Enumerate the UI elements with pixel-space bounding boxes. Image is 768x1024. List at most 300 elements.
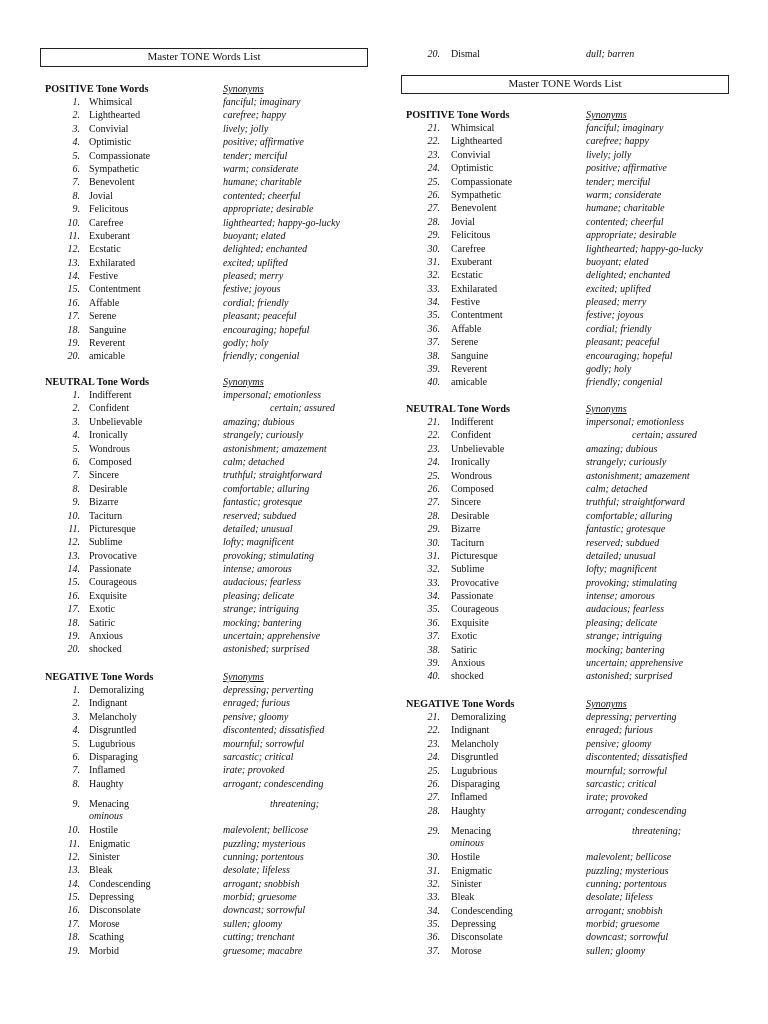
synonyms: appropriate; desirable xyxy=(223,204,314,216)
word-row xyxy=(40,203,380,216)
word-row xyxy=(40,190,380,203)
synonyms: cunning; portentous xyxy=(586,878,667,890)
word-row xyxy=(401,945,731,958)
word-row xyxy=(40,878,380,891)
item-number: 2. xyxy=(72,698,80,710)
word-row xyxy=(401,269,731,282)
tone-word: Wondrous xyxy=(451,470,492,482)
synonyms: dull; barren xyxy=(586,49,635,60)
item-number: 25. xyxy=(427,176,440,188)
tone-word: Exotic xyxy=(89,604,116,616)
item-number: 20. xyxy=(67,351,80,363)
word-row xyxy=(40,778,380,791)
synonyms: downcast; sorrowful xyxy=(586,932,669,944)
word-row xyxy=(401,296,731,309)
item-number: 5. xyxy=(72,443,80,455)
synonyms: impersonal; emotionless xyxy=(586,417,685,428)
item-number: 36. xyxy=(427,932,440,944)
synonyms: threatening; xyxy=(270,799,320,811)
synonyms: appropriate; desirable xyxy=(586,230,677,242)
synonyms: friendly; congenial xyxy=(223,351,300,363)
synonyms-heading: Synonyms xyxy=(223,377,264,388)
tone-word: Exotic xyxy=(451,631,478,643)
tone-word: Benevolent xyxy=(89,177,135,189)
tone-word: Disconsolate xyxy=(451,932,503,944)
synonyms: mournful; sorrowful xyxy=(223,738,305,750)
word-row xyxy=(40,270,380,283)
synonyms: astonished; surprised xyxy=(586,671,673,683)
item-number: 12. xyxy=(67,244,80,256)
synonyms: amazing; dubious xyxy=(586,443,658,455)
tone-word: Festive xyxy=(451,297,480,309)
item-number: 27. xyxy=(427,203,440,215)
item-number: 21. xyxy=(427,417,440,428)
synonyms: carefree; happy xyxy=(586,136,649,148)
section-title: POSITIVE Tone Words xyxy=(45,84,149,95)
synonyms: amazing; dubious xyxy=(223,416,295,428)
word-row xyxy=(401,229,731,242)
tone-word: Whimsical xyxy=(451,123,495,134)
tone-word: Sinister xyxy=(451,878,482,890)
item-number: 37. xyxy=(427,631,440,643)
synonyms: lively; jolly xyxy=(586,149,632,161)
section-header xyxy=(40,83,380,96)
tone-section xyxy=(401,698,731,958)
word-row xyxy=(40,738,380,751)
synonyms: excited; uplifted xyxy=(223,257,288,269)
item-number: 13. xyxy=(67,550,80,562)
tone-word: Ironically xyxy=(89,430,128,442)
tone-word: Courageous xyxy=(89,577,137,589)
tone-word: Bizarre xyxy=(451,524,481,536)
synonyms: contented; cheerful xyxy=(586,216,664,228)
word-row xyxy=(401,48,731,61)
synonyms: sarcastic; critical xyxy=(586,778,657,790)
synonyms: certain; assured xyxy=(270,403,335,415)
item-number: 31. xyxy=(427,256,440,268)
item-number: 24. xyxy=(427,457,440,469)
word-row xyxy=(40,643,380,656)
tone-word: Composed xyxy=(89,456,132,468)
item-number: 8. xyxy=(72,190,80,202)
word-row xyxy=(401,644,731,657)
synonyms: delighted; enchanted xyxy=(586,270,671,282)
tone-word: Satiric xyxy=(451,644,478,656)
item-number: 16. xyxy=(67,297,80,309)
synonym-continuation: ominous xyxy=(89,811,123,823)
synonyms: desolate; lifeless xyxy=(223,865,290,877)
tone-word: Exuberant xyxy=(89,230,131,242)
synonyms: uncertain; apprehensive xyxy=(586,658,684,670)
tone-word: Hostile xyxy=(451,852,480,864)
item-number: 32. xyxy=(427,270,440,282)
word-row xyxy=(40,469,380,482)
word-row xyxy=(401,891,731,904)
synonyms: fanciful; imaginary xyxy=(223,97,301,108)
word-row xyxy=(40,136,380,149)
word-row xyxy=(401,657,731,670)
word-row xyxy=(401,751,731,764)
tone-word: Bleak xyxy=(451,892,475,904)
item-number: 26. xyxy=(427,483,440,495)
item-number: 4. xyxy=(72,137,80,149)
synonyms: threatening; xyxy=(632,826,682,838)
tone-word: Bizarre xyxy=(89,497,119,509)
synonyms: arrogant; condescending xyxy=(223,778,324,790)
synonyms: tender; merciful xyxy=(223,150,288,162)
tone-word: Provocative xyxy=(451,577,499,589)
synonyms: mocking; bantering xyxy=(223,617,302,629)
word-row xyxy=(40,150,380,163)
item-number: 17. xyxy=(67,918,80,930)
synonyms: truthful; straightforward xyxy=(223,470,322,482)
synonyms: astonishment; amazement xyxy=(586,470,690,482)
item-number: 37. xyxy=(427,337,440,349)
tone-word: Felicitous xyxy=(89,204,129,216)
word-row xyxy=(401,590,731,603)
word-row xyxy=(40,257,380,270)
word-row xyxy=(401,563,731,576)
tone-word: Benevolent xyxy=(451,203,497,215)
item-number: 37. xyxy=(427,945,440,957)
item-number: 23. xyxy=(427,738,440,750)
synonyms: fanciful; imaginary xyxy=(586,123,664,134)
item-number: 21. xyxy=(427,712,440,723)
tone-word: Provocative xyxy=(89,550,137,562)
word-row xyxy=(40,798,380,824)
synonyms: mocking; bantering xyxy=(586,644,665,656)
synonyms: positive; affirmative xyxy=(223,137,304,149)
word-row xyxy=(401,510,731,523)
item-number: 34. xyxy=(427,905,440,917)
word-row xyxy=(40,904,380,917)
tone-word: Ecstatic xyxy=(451,270,483,282)
synonyms: astonishment; amazement xyxy=(223,443,327,455)
word-row xyxy=(40,824,380,837)
word-row xyxy=(401,825,731,851)
tone-word: amicable xyxy=(451,377,488,389)
item-number: 26. xyxy=(427,189,440,201)
synonyms: pensive; gloomy xyxy=(223,711,289,723)
word-row xyxy=(401,617,731,630)
word-row xyxy=(40,109,380,122)
tone-word: Desirable xyxy=(89,483,128,495)
item-number: 39. xyxy=(427,658,440,670)
item-number: 15. xyxy=(67,284,80,296)
item-number: 11. xyxy=(68,523,80,535)
word-row xyxy=(40,123,380,136)
tone-section xyxy=(401,403,731,684)
tone-word: Morose xyxy=(89,918,120,930)
tone-word: Sublime xyxy=(451,564,485,576)
item-number: 22. xyxy=(427,136,440,148)
tone-word: Lugubrious xyxy=(89,738,136,750)
item-number: 33. xyxy=(427,892,440,904)
synonyms: encouraging; hopeful xyxy=(223,324,310,336)
word-row xyxy=(401,670,731,683)
tone-word: Picturesque xyxy=(89,523,136,535)
word-row xyxy=(40,590,380,603)
word-row xyxy=(40,891,380,904)
synonyms-heading: Synonyms xyxy=(223,672,264,683)
tone-word: Lighthearted xyxy=(89,110,141,122)
tone-word: Contentment xyxy=(89,284,141,296)
synonyms: cunning; portentous xyxy=(223,851,304,863)
tone-word: Jovial xyxy=(451,216,475,228)
synonyms: irate; provoked xyxy=(586,792,648,804)
synonyms: audacious; fearless xyxy=(223,577,302,589)
item-number: 8. xyxy=(72,483,80,495)
tone-word: Felicitous xyxy=(451,230,491,242)
word-row xyxy=(401,189,731,202)
tone-word: Taciturn xyxy=(451,537,485,549)
tone-word: Indignant xyxy=(89,698,128,710)
item-number: 5. xyxy=(72,150,80,162)
tone-word: Depressing xyxy=(89,892,134,904)
tone-word: amicable xyxy=(89,351,126,363)
word-row xyxy=(401,523,731,536)
item-number: 25. xyxy=(427,765,440,777)
word-row xyxy=(40,864,380,877)
tone-word: Menacing xyxy=(89,799,129,811)
word-row xyxy=(40,176,380,189)
item-number: 36. xyxy=(427,617,440,629)
tone-section xyxy=(40,83,380,364)
word-row xyxy=(401,416,731,429)
word-row xyxy=(40,617,380,630)
synonyms: encouraging; hopeful xyxy=(586,350,673,362)
tone-word: Ironically xyxy=(451,457,490,469)
tone-word: Compassionate xyxy=(89,150,151,162)
word-row xyxy=(401,931,731,944)
synonyms: humane; charitable xyxy=(586,203,665,215)
item-number: 12. xyxy=(67,537,80,549)
item-number: 9. xyxy=(72,497,80,509)
synonyms: truthful; straightforward xyxy=(586,497,685,509)
word-row xyxy=(401,765,731,778)
word-row xyxy=(40,550,380,563)
word-row xyxy=(401,336,731,349)
list-title: Master TONE Words List xyxy=(401,75,729,94)
section-title: NEGATIVE Tone Words xyxy=(406,699,515,710)
synonyms: warm; considerate xyxy=(586,189,662,201)
word-row xyxy=(401,135,731,148)
tone-word: Unbelievable xyxy=(89,416,143,428)
tone-word: Exhilarated xyxy=(451,283,498,295)
tone-word: Sanguine xyxy=(451,350,489,362)
item-number: 14. xyxy=(67,564,80,576)
word-row xyxy=(40,297,380,310)
synonyms: comfortable; alluring xyxy=(586,510,673,522)
tone-word: Melancholy xyxy=(89,711,137,723)
word-row xyxy=(40,310,380,323)
word-row xyxy=(401,216,731,229)
synonyms: intense; amorous xyxy=(586,591,655,603)
word-row xyxy=(40,324,380,337)
item-number: 30. xyxy=(427,852,440,864)
synonyms: sarcastic; critical xyxy=(223,751,294,763)
tone-word: Desirable xyxy=(451,510,490,522)
item-number: 1. xyxy=(72,685,80,696)
word-row xyxy=(40,163,380,176)
tone-word: Exuberant xyxy=(451,256,493,268)
synonyms: godly; holy xyxy=(586,364,632,376)
item-number: 17. xyxy=(67,604,80,616)
item-number: 13. xyxy=(67,257,80,269)
section-header xyxy=(401,698,731,711)
item-number: 10. xyxy=(67,217,80,229)
synonyms: morbid; gruesome xyxy=(586,919,660,931)
synonyms: irate; provoked xyxy=(223,765,285,777)
synonyms: provoking; stimulating xyxy=(586,577,678,589)
synonyms: gruesome; macabre xyxy=(223,945,303,957)
word-row xyxy=(401,851,731,864)
word-row xyxy=(40,283,380,296)
synonyms: tender; merciful xyxy=(586,176,651,188)
item-number: 11. xyxy=(68,230,80,242)
tone-word: Sanguine xyxy=(89,324,127,336)
word-row xyxy=(40,684,380,697)
synonyms: morbid; gruesome xyxy=(223,892,297,904)
synonyms: calm; detached xyxy=(586,483,648,495)
word-row xyxy=(401,456,731,469)
tone-word: Whimsical xyxy=(89,97,133,108)
item-number: 20. xyxy=(427,49,440,60)
item-number: 27. xyxy=(427,497,440,509)
word-row xyxy=(40,576,380,589)
word-row xyxy=(401,309,731,322)
tone-word: Festive xyxy=(89,271,118,283)
tone-word: Optimistic xyxy=(451,163,494,175)
item-number: 29. xyxy=(427,230,440,242)
word-row xyxy=(40,389,380,402)
word-row xyxy=(401,243,731,256)
synonyms: detailed; unusual xyxy=(586,550,656,562)
word-row xyxy=(40,429,380,442)
item-number: 38. xyxy=(427,350,440,362)
word-row xyxy=(401,805,731,818)
item-number: 6. xyxy=(72,163,80,175)
tone-word: shocked xyxy=(451,671,484,683)
synonyms: pleased; merry xyxy=(586,297,647,309)
synonyms: malevolent; bellicose xyxy=(586,852,672,864)
tone-word: Affable xyxy=(451,323,482,335)
word-row xyxy=(401,496,731,509)
item-number: 30. xyxy=(427,243,440,255)
synonyms: calm; detached xyxy=(223,456,285,468)
synonyms: friendly; congenial xyxy=(586,377,663,389)
synonyms-heading: Synonyms xyxy=(223,84,264,95)
tone-word: Exquisite xyxy=(89,590,127,602)
section-header xyxy=(401,109,731,122)
item-number: 9. xyxy=(72,799,80,811)
item-number: 3. xyxy=(72,711,80,723)
tone-word: Haughty xyxy=(89,778,124,790)
word-row xyxy=(40,945,380,958)
tone-word: Taciturn xyxy=(89,510,123,522)
synonyms: fantastic; grotesque xyxy=(223,497,303,509)
synonyms: discontented; dissatisfied xyxy=(586,752,688,764)
section-header xyxy=(40,376,380,389)
item-number: 33. xyxy=(427,577,440,589)
word-row xyxy=(40,724,380,737)
tone-word: Exquisite xyxy=(451,617,489,629)
item-number: 4. xyxy=(72,725,80,737)
tone-word: Confident xyxy=(89,403,129,415)
tone-word: Reverent xyxy=(451,364,488,376)
tone-word: Menacing xyxy=(451,826,491,838)
tone-word: Depressing xyxy=(451,919,496,931)
word-row xyxy=(40,510,380,523)
synonyms: sullen; gloomy xyxy=(223,918,283,930)
synonyms: buoyant; elated xyxy=(586,256,649,268)
item-number: 26. xyxy=(427,778,440,790)
tone-word: Reverent xyxy=(89,338,126,350)
word-row xyxy=(401,865,731,878)
word-row xyxy=(401,350,731,363)
synonyms: certain; assured xyxy=(632,430,697,442)
item-number: 15. xyxy=(67,577,80,589)
synonyms: discontented; dissatisfied xyxy=(223,725,325,737)
word-row xyxy=(40,851,380,864)
synonyms: cordial; friendly xyxy=(586,323,652,335)
word-row xyxy=(401,176,731,189)
item-number: 14. xyxy=(67,271,80,283)
word-row xyxy=(401,202,731,215)
word-row xyxy=(401,550,731,563)
word-row xyxy=(401,711,731,724)
tone-word: Composed xyxy=(451,483,494,495)
tone-word: Sympathetic xyxy=(89,163,139,175)
word-row xyxy=(40,918,380,931)
item-number: 38. xyxy=(427,644,440,656)
tone-word: Unbelievable xyxy=(451,443,505,455)
word-row xyxy=(401,918,731,931)
item-number: 40. xyxy=(427,671,440,683)
word-row xyxy=(40,350,380,363)
synonyms: comfortable; alluring xyxy=(223,483,310,495)
synonyms: pleasing; delicate xyxy=(586,617,658,629)
item-number: 18. xyxy=(67,617,80,629)
tone-word: Confident xyxy=(451,430,491,442)
synonyms: godly; holy xyxy=(223,338,269,350)
word-row xyxy=(401,483,731,496)
tone-word: Passionate xyxy=(89,564,132,576)
item-number: 15. xyxy=(67,892,80,904)
tone-word: Sinister xyxy=(89,851,120,863)
tone-word: Sublime xyxy=(89,537,123,549)
list-title: Master TONE Words List xyxy=(40,48,368,67)
synonyms: delighted; enchanted xyxy=(223,244,308,256)
synonyms: impersonal; emotionless xyxy=(223,390,322,401)
tone-word: shocked xyxy=(89,644,122,656)
word-row xyxy=(401,376,731,389)
tone-section xyxy=(40,671,380,958)
synonyms: sullen; gloomy xyxy=(586,945,646,957)
tone-word: Haughty xyxy=(451,805,486,817)
item-number: 24. xyxy=(427,163,440,175)
item-number: 22. xyxy=(427,430,440,442)
word-row xyxy=(401,256,731,269)
synonyms: cutting; trenchant xyxy=(223,932,295,944)
synonyms: reserved; subdued xyxy=(586,537,660,549)
synonyms: enraged; furious xyxy=(223,698,290,710)
word-row xyxy=(40,764,380,777)
synonyms: strangely; curiously xyxy=(586,457,667,469)
word-row xyxy=(40,456,380,469)
item-number: 32. xyxy=(427,878,440,890)
item-number: 23. xyxy=(427,443,440,455)
